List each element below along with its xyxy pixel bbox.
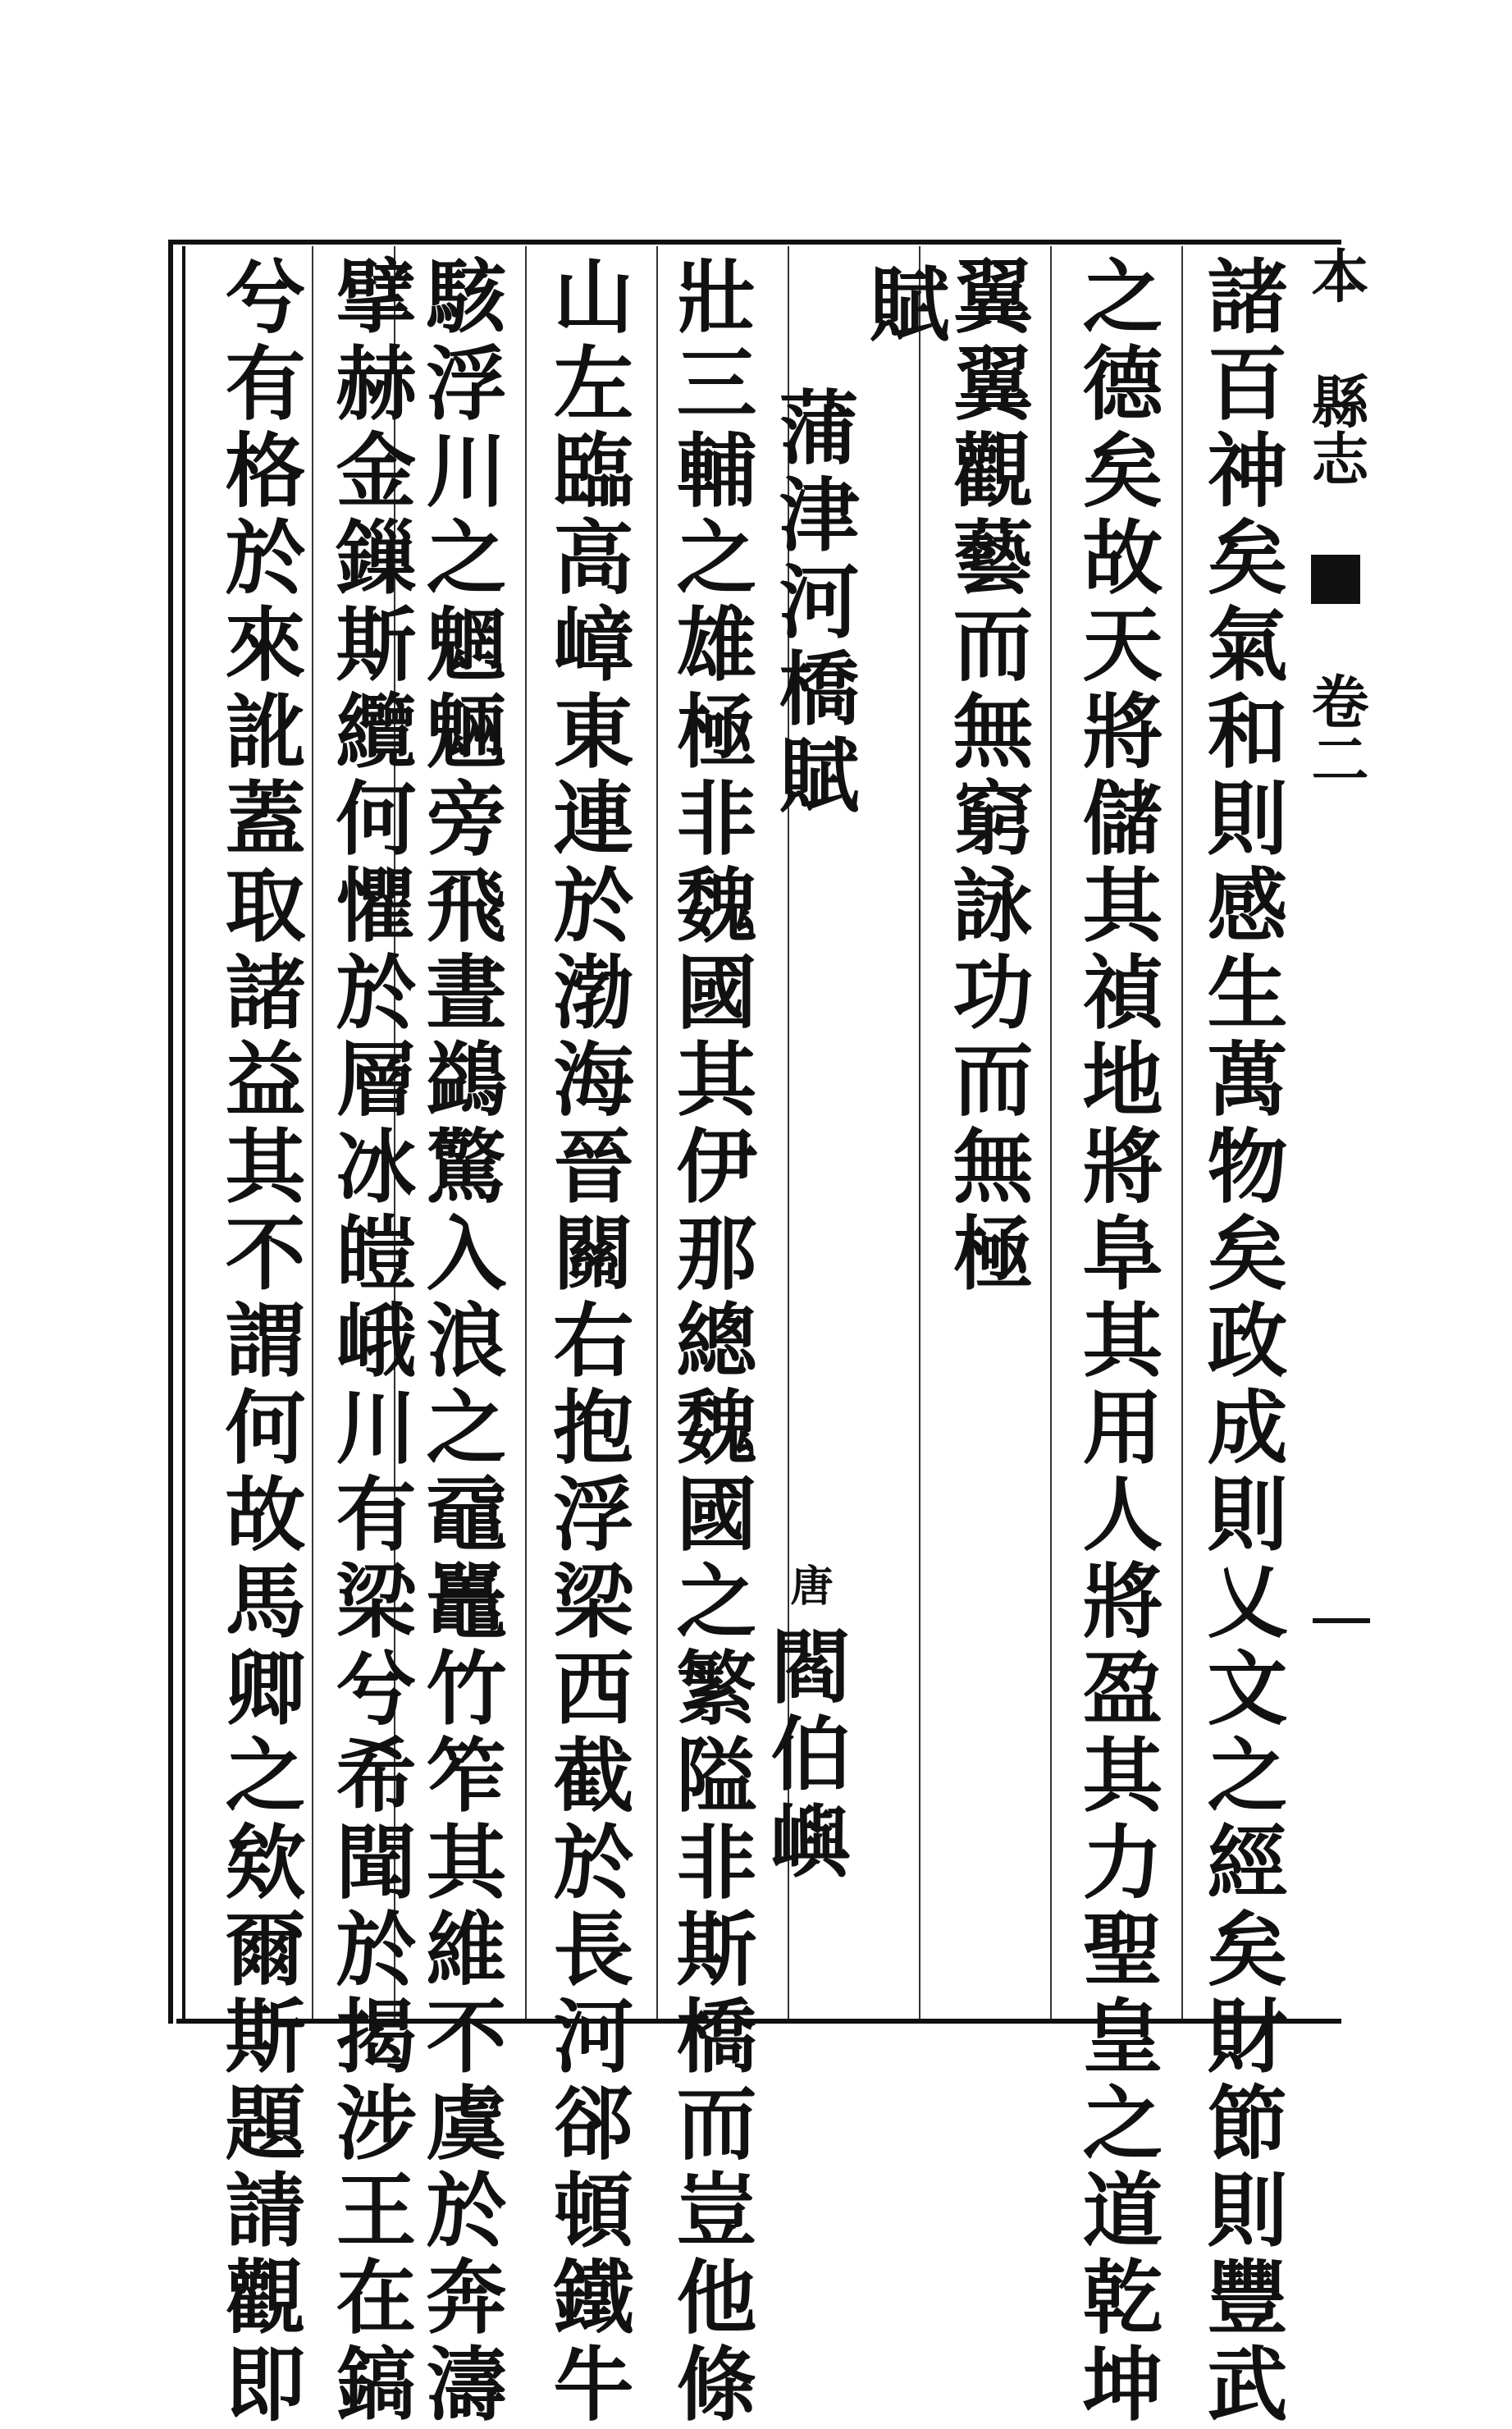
poem-title: 蒲津河橋賦 [765, 386, 860, 821]
column-divider [919, 246, 920, 2019]
margin-header [1303, 246, 1368, 787]
frame-left-inner-rule [182, 246, 185, 2019]
column-divider [312, 246, 313, 2019]
frame-top-rule [168, 240, 1341, 245]
text-column-8: 駭浮川之魍魎旁飛晝鷁驚入浪之黿鼉竹笮其維不虞於奔濤 [413, 254, 507, 2429]
frame-left-rule [168, 240, 173, 2024]
text-column-10: 兮有格於來訛蓋取諸益其不謂何故馬卿之欸爾斯題請觀即 [212, 254, 306, 2429]
author-dynasty: 唐 [783, 1563, 833, 1606]
text-column-6: 壯三輔之雄極非魏國其伊那總魏國之繁隘非斯橋而豈他條 [663, 254, 757, 2429]
text-column-2: 之德矣故天將儲其禎地將阜其用人將盈其力聖皇之道乾坤 [1069, 254, 1163, 2429]
text-column-7: 山左臨高嶂東連於渤海晉關右抱浮梁西截於長河郤頓鐵牛 [540, 254, 634, 2429]
column-divider [656, 246, 658, 2019]
text-column-1: 諸百神矣氣和則感生萬物矣政成則乂文之經矣財節則豐武 [1194, 254, 1288, 2429]
column-divider [525, 246, 527, 2019]
column-divider [1050, 246, 1052, 2019]
author-name: 閻伯嶼 [757, 1625, 852, 1886]
ink-blot [1311, 555, 1360, 604]
margin-header-part1: 本 [1302, 246, 1370, 304]
margin-header-part3: 卷二 [1302, 672, 1370, 787]
text-column-9: 擘赫金鏁斯纜何懼於層冰皚峨川有梁兮希聞於揭涉王在鎬 [322, 254, 417, 2429]
fishtail-mark [1313, 1618, 1370, 1623]
column-divider [1181, 246, 1183, 2019]
section-heading: 賦 [856, 263, 950, 350]
text-column-3: 翼翼觀藝而無窮詠功而無極 [939, 254, 1034, 1298]
margin-header-part2: 縣志 [1302, 372, 1370, 487]
